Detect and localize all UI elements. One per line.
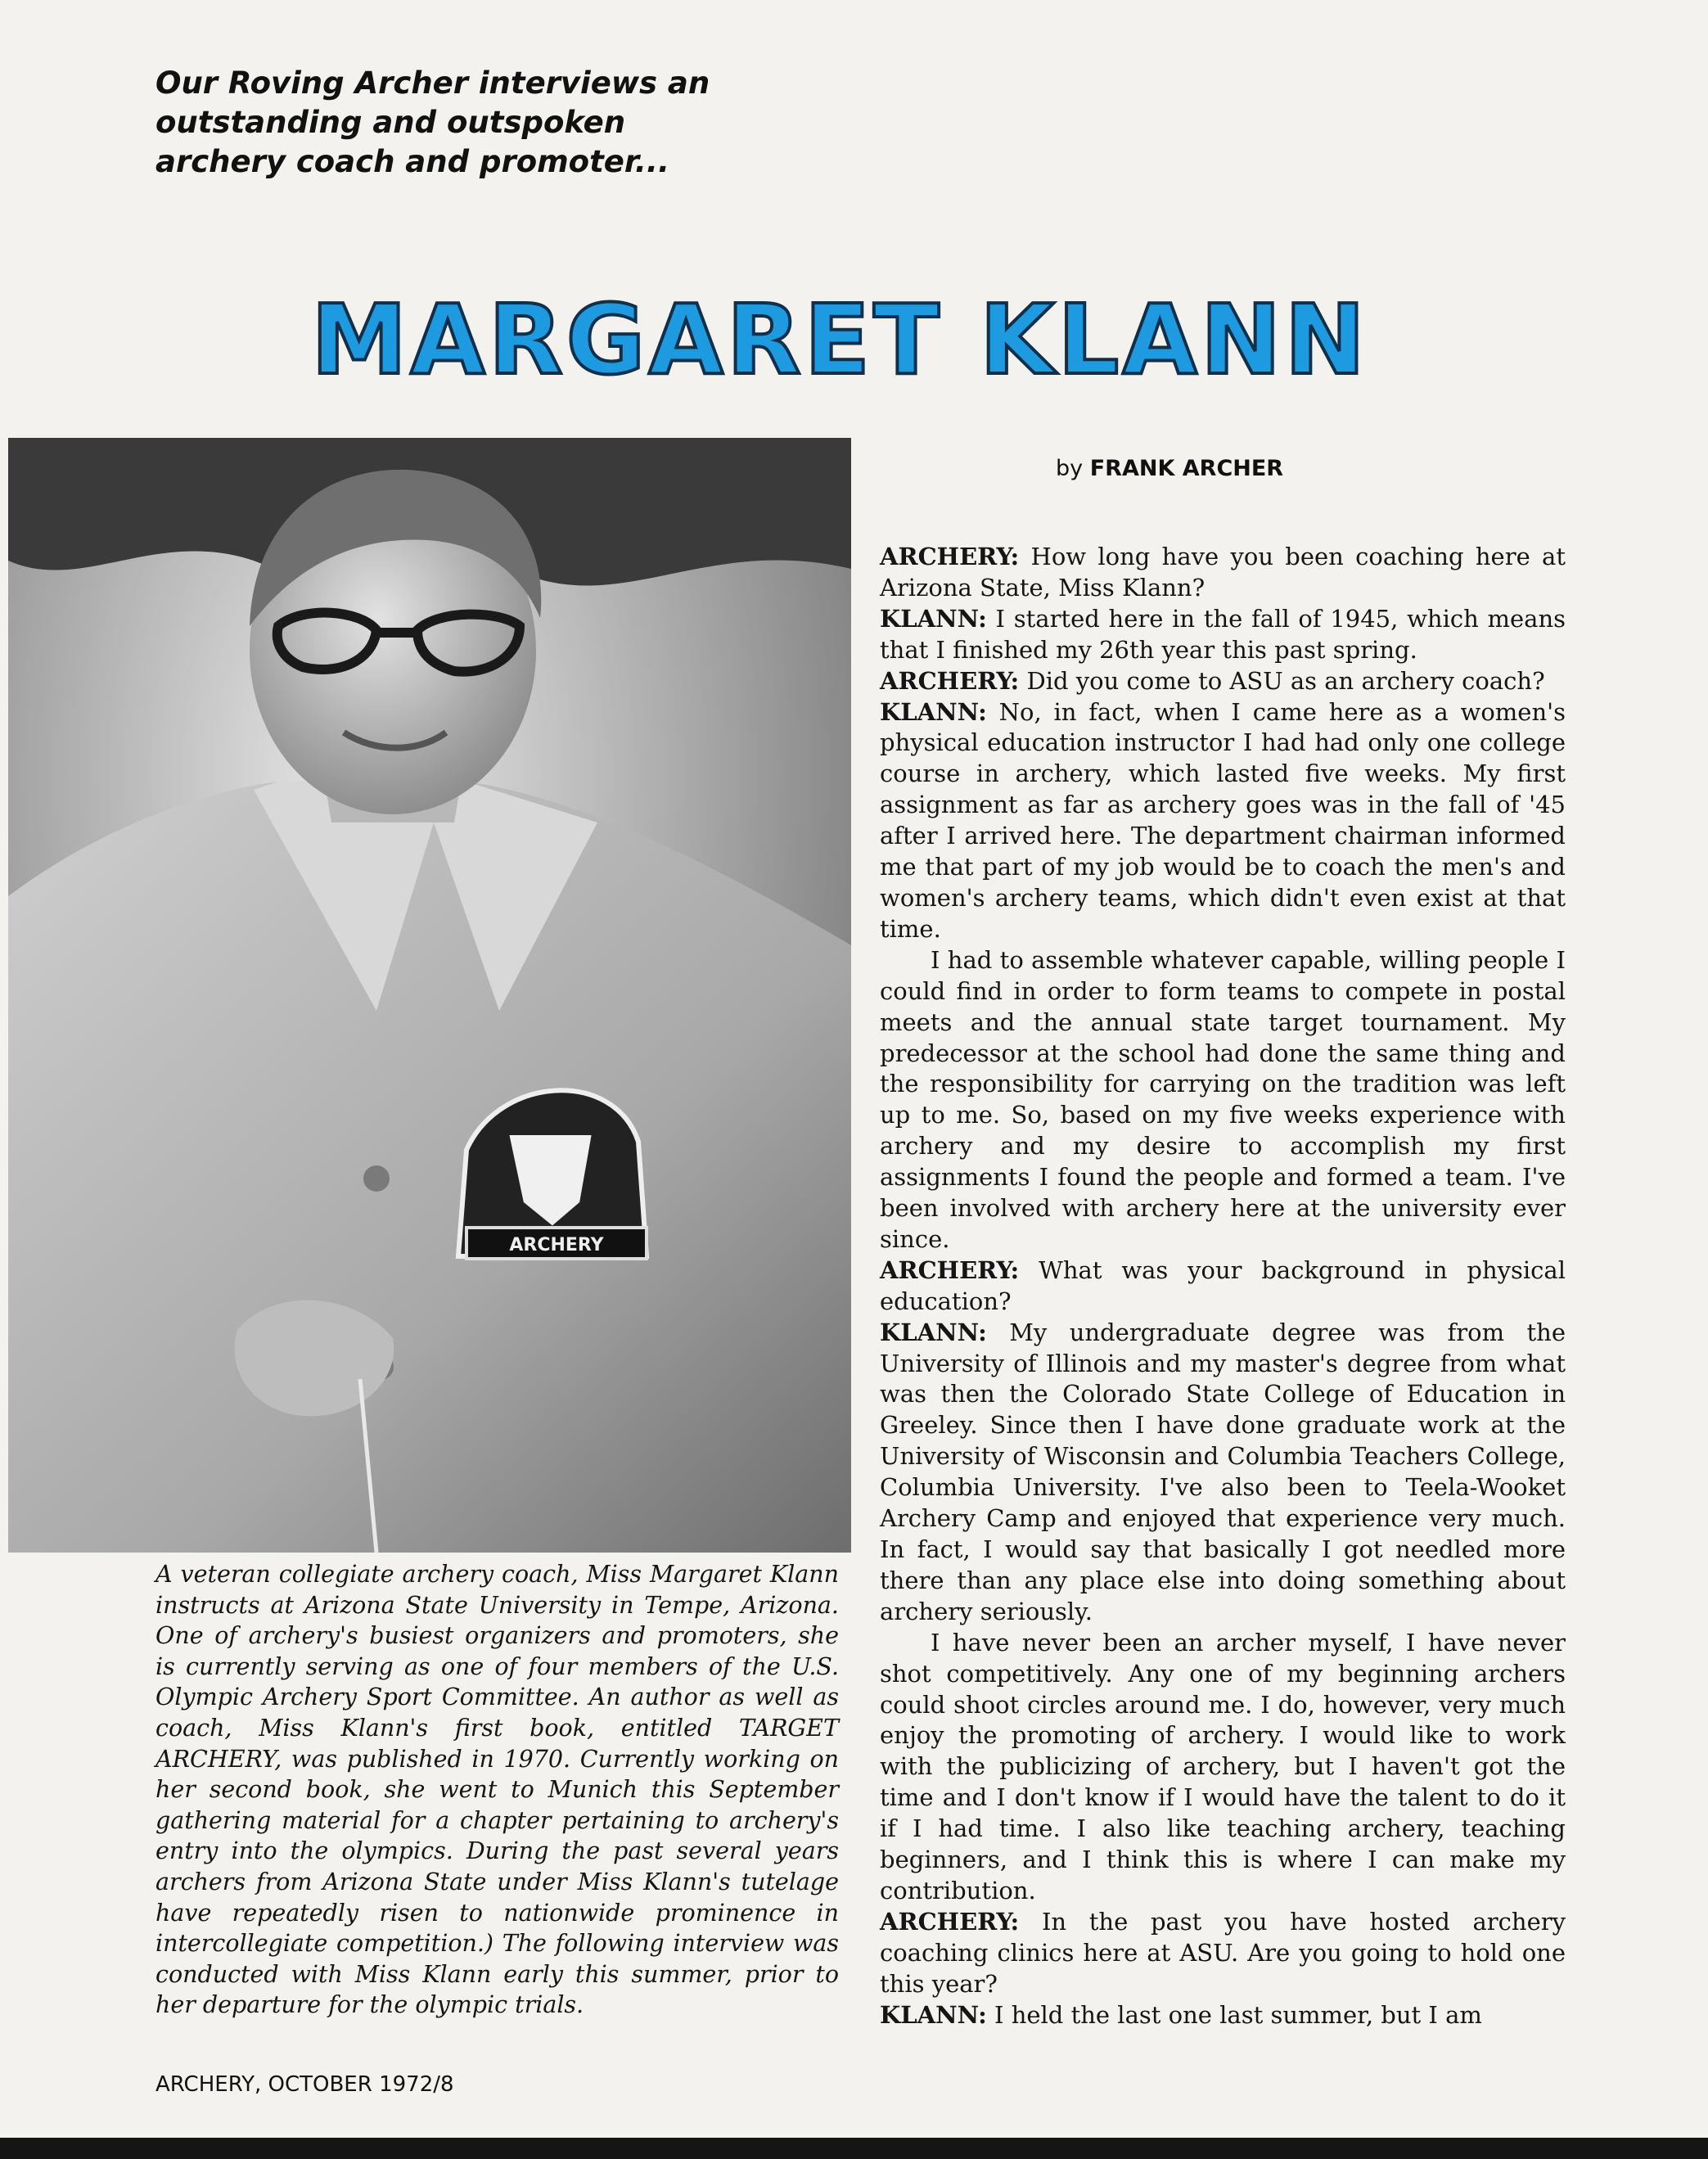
interview-paragraph: [880, 697, 1566, 945]
interview-paragraph: [880, 604, 1566, 666]
page-folio: ARCHERY, OCTOBER 1972/8: [155, 2072, 454, 2097]
speaker-label: KLANN:: [880, 2000, 987, 2029]
speaker-label: KLANN:: [880, 697, 987, 726]
byline-prefix: by: [1056, 456, 1084, 481]
speaker-label: KLANN:: [880, 604, 987, 633]
portrait-illustration: [8, 438, 851, 1553]
paragraph-text: I held the last one last summer, but I am: [994, 2000, 1482, 2029]
interview-paragraph: [880, 1907, 1566, 2000]
paragraph-text: I started here in the fall of 1945, which means that I finished my 26th year this past spring.: [880, 604, 1566, 664]
speaker-label: ARCHERY:: [880, 666, 1020, 695]
photo-caption: A veteran collegiate archery coach, Miss Margaret Klann instructs at Arizona State University in Tempe, Arizona. One of archery's busiest organizers and promoters, she is currently serving as one of four members of the U.S. Olympic Archery Sport Committee. An author as well as coach, Miss Klann's first book, entitled TARGET ARCHERY, was published in 1970. Currently working on her second book, she went to Munich this September gathering material for a chapter pertaining to archery's entry into the olympics. During the past several years archers from Arizona State under Miss Klann's tutelage have repeatedly risen to nationwide prominence in intercollegiate competition.) The following interview was conducted with Miss Klann early this summer, prior to her departure for the olympic trials.: [155, 1561, 839, 2019]
interview-paragraph: [880, 1255, 1566, 1318]
interview-paragraph: [880, 1318, 1566, 1628]
interview-paragraph: [880, 2000, 1566, 2031]
portrait-photo: [8, 438, 851, 1553]
speaker-label: ARCHERY:: [880, 543, 1020, 570]
paragraph-text: How long have you been coaching here at Arizona State, Miss Klann?: [880, 543, 1566, 602]
interview-paragraph: [880, 666, 1566, 697]
interview-column: [880, 542, 1566, 2031]
kicker-line: outstanding and outspoken: [155, 105, 626, 140]
interview-paragraph: [880, 945, 1566, 1255]
kicker-line: archery coach and promoter...: [155, 144, 670, 179]
author-name: FRANK ARCHER: [1089, 456, 1284, 481]
paragraph-text: In the past you have hosted archery coaching clinics here at ASU. Are you going to hold one this year?: [880, 1907, 1566, 1998]
badge-label: ARCHERY: [509, 1235, 604, 1255]
kicker-intro: [155, 64, 745, 182]
paragraph-text: My undergraduate degree was from the University of Illinois and my master's degree from what was then the Colorado State College of Education in Greeley. Since then I have done graduate work at the University of Wisconsin and Columbia Teachers College, Columbia University. I've also been to Teela-Wooket Archery Camp and enjoyed that experience very much. In fact, I would say that basically I got needled more there than any place else into doing something about archery seriously.: [880, 1318, 1566, 1625]
speaker-label: ARCHERY:: [880, 1255, 1020, 1284]
speaker-label: ARCHERY:: [880, 1907, 1020, 1936]
speaker-label: KLANN:: [880, 1318, 987, 1346]
paragraph-text: Did you come to ASU as an archery coach?: [1026, 666, 1545, 695]
interview-paragraph: [880, 1628, 1566, 1907]
byline: [1056, 456, 1283, 481]
paragraph-text: What was your background in physical education?: [880, 1255, 1566, 1315]
bottom-edge-bar: [0, 2138, 1708, 2159]
paragraph-text: I have never been an archer myself, I have never shot competitively. Any one of my beginning archers could shoot circles around me. I do, however, very much enjoy the promoting of archery. I would like to work with the publicizing of archery, but I haven't got the time and I don't know if I would have the talent to do it if I had time. I also like teaching archery, teaching beginners, and I think this is where I can make my contribution.: [880, 1628, 1566, 1904]
paragraph-text: I had to assemble whatever capable, willing people I could find in order to form teams to compete in postal meets and the annual state target tournament. My predecessor at the school had done the same thing and the responsibility for carrying on the tradition was left up to me. So, based on my five weeks experience with archery and my desire to accomplish my first assignments I found the people and formed a team. I've been involved with archery here at the university ever since.: [880, 945, 1566, 1253]
interview-paragraph: [880, 542, 1566, 604]
jacket-button: [363, 1165, 390, 1192]
jacket: [8, 782, 851, 1553]
paragraph-text: No, in fact, when I came here as a women's physical education instructor I had had only one college course in archery, which lasted five weeks. My first assignment as far as archery goes was in the fall of '45 after I arrived here. The department chairman informed me that part of my job would be to coach the men's and women's archery teams, which didn't even exist at that time.: [880, 697, 1566, 943]
kicker-line: Our Roving Archer interviews an: [155, 65, 710, 101]
article-headline: MARGARET KLANN: [311, 283, 1369, 396]
